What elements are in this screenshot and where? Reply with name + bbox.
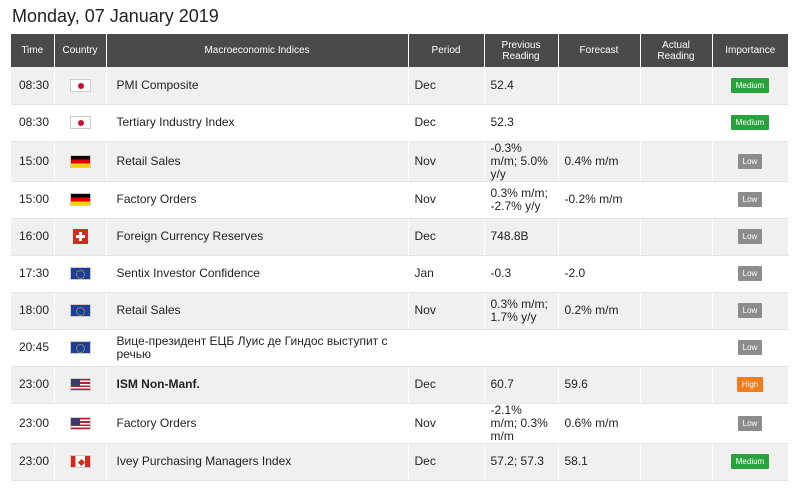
actual-cell <box>640 292 712 329</box>
previous-cell: 0.3% m/m; 1.7% y/y <box>484 292 558 329</box>
importance-badge: Low <box>738 266 763 281</box>
time-cell: 23:00 <box>11 403 54 443</box>
time-cell: 08:30 <box>11 67 54 104</box>
usa-flag-icon <box>70 417 91 430</box>
previous-cell: 0.3% m/m; -2.7% y/y <box>484 181 558 218</box>
economic-calendar-table <box>11 34 789 481</box>
germany-flag-icon <box>70 155 91 168</box>
forecast-cell: -2.0 <box>558 255 640 292</box>
period-cell: Nov <box>408 141 484 181</box>
forecast-cell: -0.2% m/m <box>558 181 640 218</box>
usa-flag-icon <box>70 378 91 391</box>
index-name: Factory Orders <box>106 181 408 218</box>
index-name: Tertiary Industry Index <box>106 104 408 141</box>
col-previous: Previous Reading <box>484 34 558 67</box>
actual-cell <box>640 403 712 443</box>
time-cell: 16:00 <box>11 218 54 255</box>
col-actual: Actual Reading <box>640 34 712 67</box>
period-cell: Dec <box>408 67 484 104</box>
actual-cell <box>640 255 712 292</box>
actual-cell <box>640 366 712 403</box>
forecast-cell: 58.1 <box>558 443 640 480</box>
germany-flag-icon <box>70 193 91 206</box>
table-row[interactable] <box>11 329 788 366</box>
index-name: Retail Sales <box>106 292 408 329</box>
forecast-cell: 59.6 <box>558 366 640 403</box>
table-row[interactable] <box>11 104 788 141</box>
switzerland-flag-icon <box>73 229 88 244</box>
period-cell: Nov <box>408 403 484 443</box>
index-name: Ivey Purchasing Managers Index <box>106 443 408 480</box>
table-row[interactable] <box>11 292 788 329</box>
table-header <box>11 34 788 67</box>
index-name: Sentix Investor Confidence <box>106 255 408 292</box>
actual-cell <box>640 181 712 218</box>
period-cell: Dec <box>408 443 484 480</box>
period-cell: Nov <box>408 292 484 329</box>
japan-flag-icon <box>70 116 91 129</box>
forecast-cell <box>558 67 640 104</box>
table-row[interactable] <box>11 181 788 218</box>
period-cell: Nov <box>408 181 484 218</box>
actual-cell <box>640 329 712 366</box>
eu-flag-icon <box>70 267 91 280</box>
importance-badge: Low <box>738 303 763 318</box>
previous-cell: -2.1% m/m; 0.3% m/m <box>484 403 558 443</box>
table-row[interactable] <box>11 67 788 104</box>
previous-cell: -0.3% m/m; 5.0% y/y <box>484 141 558 181</box>
period-cell: Jan <box>408 255 484 292</box>
col-forecast: Forecast <box>558 34 640 67</box>
table-row[interactable] <box>11 141 788 181</box>
time-cell: 15:00 <box>11 181 54 218</box>
eu-flag-icon <box>70 341 91 354</box>
canada-flag-icon <box>70 455 91 468</box>
period-cell: Dec <box>408 218 484 255</box>
previous-cell: 52.4 <box>484 67 558 104</box>
time-cell: 20:45 <box>11 329 54 366</box>
time-cell: 23:00 <box>11 443 54 480</box>
forecast-cell: 0.2% m/m <box>558 292 640 329</box>
col-importance: Importance <box>712 34 788 67</box>
col-country: Country <box>54 34 106 67</box>
table-row[interactable] <box>11 403 788 443</box>
previous-cell <box>484 329 558 366</box>
col-period: Period <box>408 34 484 67</box>
eu-flag-icon <box>70 304 91 317</box>
forecast-cell <box>558 104 640 141</box>
page-title: Monday, 07 January 2019 <box>12 6 219 26</box>
actual-cell <box>640 67 712 104</box>
importance-badge: Medium <box>731 454 769 469</box>
index-name: Retail Sales <box>106 141 408 181</box>
time-cell: 23:00 <box>11 366 54 403</box>
index-name: PMI Composite <box>106 67 408 104</box>
table-row[interactable] <box>11 366 788 403</box>
actual-cell <box>640 218 712 255</box>
col-time: Time <box>11 34 54 67</box>
actual-cell <box>640 104 712 141</box>
index-name: Foreign Currency Reserves <box>106 218 408 255</box>
table-row[interactable] <box>11 218 788 255</box>
time-cell: 08:30 <box>11 104 54 141</box>
table-row[interactable] <box>11 255 788 292</box>
importance-badge: Low <box>738 340 763 355</box>
importance-badge: Low <box>738 192 763 207</box>
period-cell: Dec <box>408 104 484 141</box>
previous-cell: 52.3 <box>484 104 558 141</box>
forecast-cell <box>558 218 640 255</box>
importance-badge: High <box>737 377 763 392</box>
index-name: ISM Non-Manf. <box>106 366 408 403</box>
importance-badge: Medium <box>731 115 769 130</box>
previous-cell: 60.7 <box>484 366 558 403</box>
period-cell <box>408 329 484 366</box>
importance-badge: Medium <box>731 78 769 93</box>
importance-badge: Low <box>738 154 763 169</box>
col-indices: Macroeconomic Indices <box>106 34 408 67</box>
time-cell: 18:00 <box>11 292 54 329</box>
previous-cell: 57.2; 57.3 <box>484 443 558 480</box>
period-cell: Dec <box>408 366 484 403</box>
japan-flag-icon <box>70 79 91 92</box>
time-cell: 17:30 <box>11 255 54 292</box>
importance-badge: Low <box>738 416 763 431</box>
time-cell: 15:00 <box>11 141 54 181</box>
actual-cell <box>640 443 712 480</box>
forecast-cell: 0.6% m/m <box>558 403 640 443</box>
index-name: Factory Orders <box>106 403 408 443</box>
previous-cell: 748.8B <box>484 218 558 255</box>
index-name: Вице-президент ЕЦБ Луис де Гиндос выступит с речью <box>106 329 408 366</box>
table-row[interactable] <box>11 443 788 480</box>
forecast-cell: 0.4% m/m <box>558 141 640 181</box>
importance-badge: Low <box>738 229 763 244</box>
actual-cell <box>640 141 712 181</box>
forecast-cell <box>558 329 640 366</box>
previous-cell: -0.3 <box>484 255 558 292</box>
